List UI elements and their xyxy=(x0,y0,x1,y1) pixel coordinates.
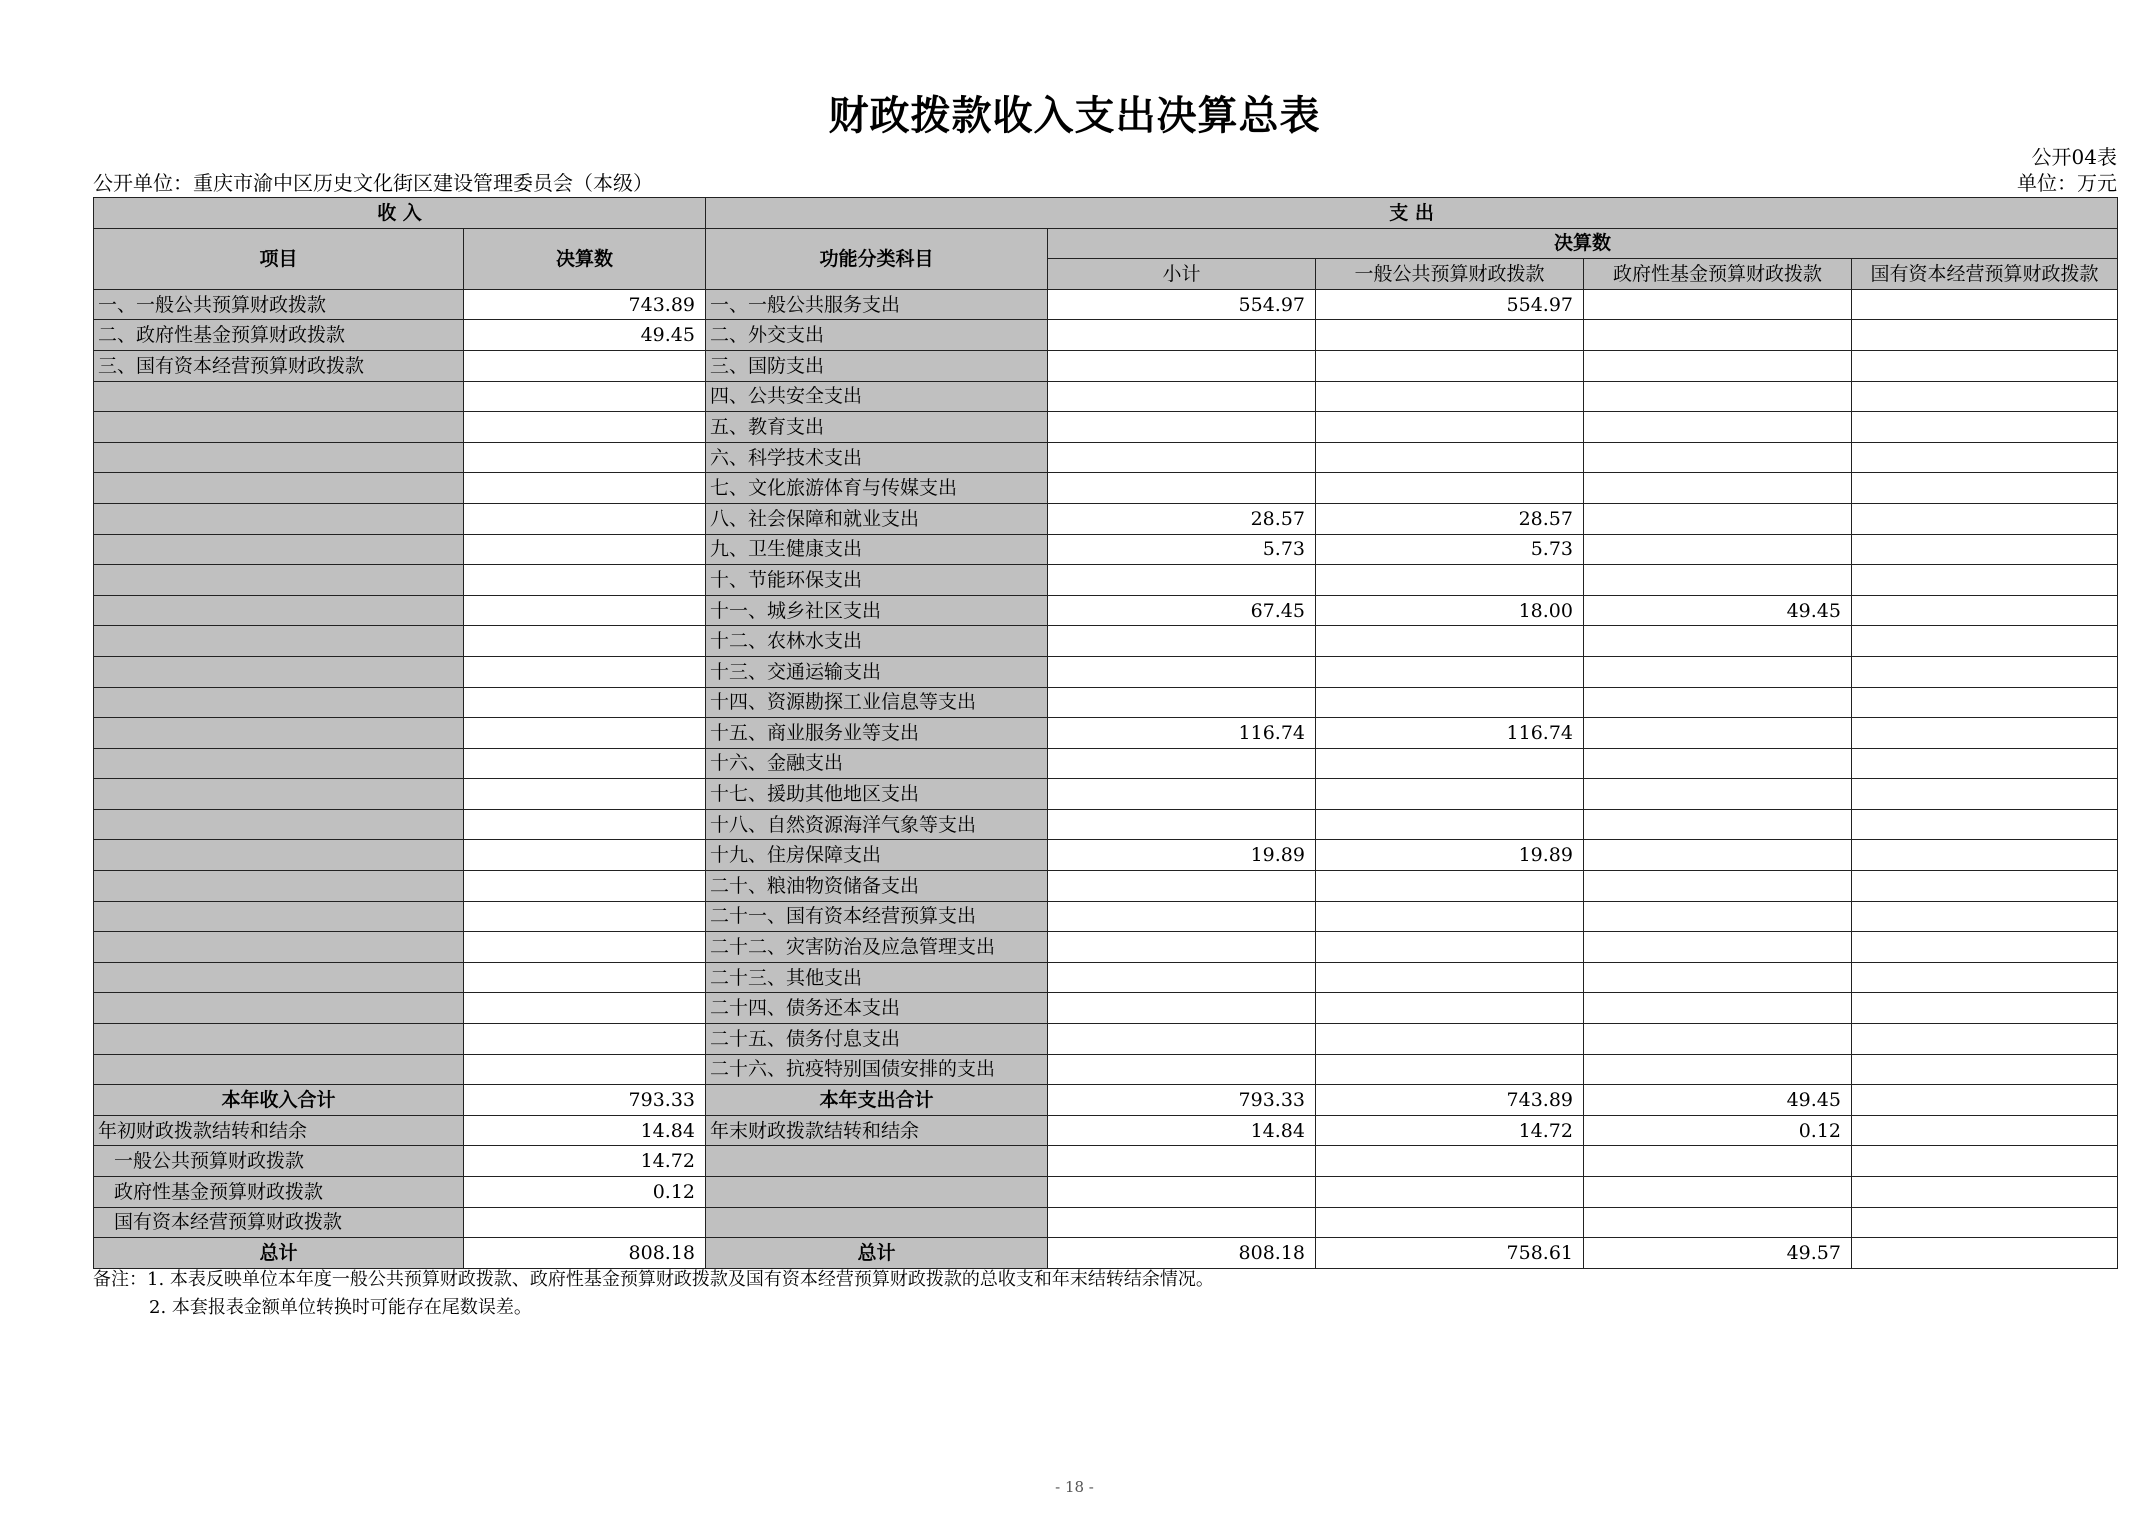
table-row xyxy=(94,901,2118,932)
subtotal-cell xyxy=(1048,932,1316,963)
income-item-cell xyxy=(94,595,464,626)
subtotal-cell: 116.74 xyxy=(1048,718,1316,749)
notes xyxy=(93,1266,1214,1322)
table-row xyxy=(94,503,2118,534)
general-cell xyxy=(1316,442,1584,473)
income-item-cell xyxy=(94,840,464,871)
general-cell: 554.97 xyxy=(1316,289,1584,320)
expense-item-cell: 二十五、债务付息支出 xyxy=(706,1024,1048,1055)
expense-item-cell xyxy=(706,1207,1048,1238)
income-item-cell xyxy=(94,901,464,932)
general-cell xyxy=(1316,1054,1584,1085)
header-row-1 xyxy=(94,198,2118,229)
page-title: 财政拨款收入支出决算总表 xyxy=(828,92,1321,139)
subtotal-cell xyxy=(1048,901,1316,932)
state-capital-cell xyxy=(1852,595,2118,626)
func-class-header: 功能分类科目 xyxy=(706,228,1048,289)
table-row xyxy=(94,840,2118,871)
expense-item-cell: 二十二、灾害防治及应急管理支出 xyxy=(706,932,1048,963)
general-cell xyxy=(1316,473,1584,504)
item-header: 项目 xyxy=(94,228,464,289)
amount-group-header: 决算数 xyxy=(1048,228,2118,259)
expense-item-cell: 十四、资源勘探工业信息等支出 xyxy=(706,687,1048,718)
income-item-cell: 一般公共预算财政拨款 xyxy=(94,1146,464,1177)
income-amount-cell: 14.72 xyxy=(464,1146,706,1177)
expense-item-cell: 年末财政拨款结转和结余 xyxy=(706,1115,1048,1146)
table-row xyxy=(94,748,2118,779)
table-row xyxy=(94,993,2118,1024)
state-capital-cell xyxy=(1852,656,2118,687)
form-number: 公开04表 xyxy=(2031,145,2117,169)
state-capital-cell xyxy=(1852,932,2118,963)
subtotal-cell xyxy=(1048,1054,1316,1085)
general-header: 一般公共预算财政拨款 xyxy=(1316,259,1584,290)
state-capital-cell xyxy=(1852,840,2118,871)
gov-fund-cell: 49.45 xyxy=(1584,1085,1852,1116)
expense-item-cell xyxy=(706,1177,1048,1208)
expense-item-cell: 十三、交通运输支出 xyxy=(706,656,1048,687)
unit-label: 单位：万元 xyxy=(2017,171,2117,195)
state-capital-cell xyxy=(1852,381,2118,412)
gov-fund-cell xyxy=(1584,962,1852,993)
income-amount-cell xyxy=(464,993,706,1024)
expense-item-cell: 二十四、债务还本支出 xyxy=(706,993,1048,1024)
subtotal-cell xyxy=(1048,442,1316,473)
expense-item-cell: 五、教育支出 xyxy=(706,412,1048,443)
income-amount-cell xyxy=(464,718,706,749)
state-capital-cell xyxy=(1852,1177,2118,1208)
income-item-cell: 二、政府性基金预算财政拨款 xyxy=(94,320,464,351)
expense-item-cell: 十八、自然资源海洋气象等支出 xyxy=(706,809,1048,840)
general-cell xyxy=(1316,871,1584,902)
expense-item-cell: 十七、援助其他地区支出 xyxy=(706,779,1048,810)
table-row xyxy=(94,320,2118,351)
income-amount-cell xyxy=(464,565,706,596)
gov-fund-cell xyxy=(1584,289,1852,320)
expense-header: 支 出 xyxy=(706,198,2118,229)
subtotal-cell: 5.73 xyxy=(1048,534,1316,565)
income-grand-total-label: 总计 xyxy=(94,1238,464,1269)
expense-item-cell: 二十、粮油物资储备支出 xyxy=(706,871,1048,902)
subtotal-cell xyxy=(1048,809,1316,840)
income-amount-cell xyxy=(464,932,706,963)
state-capital-cell xyxy=(1852,442,2118,473)
table-row xyxy=(94,442,2118,473)
income-amount-cell xyxy=(464,595,706,626)
state-capital-header: 国有资本经营预算财政拨款 xyxy=(1852,259,2118,290)
general-cell: 743.89 xyxy=(1316,1085,1584,1116)
income-item-cell xyxy=(94,473,464,504)
gov-fund-cell xyxy=(1584,687,1852,718)
subtotal-cell xyxy=(1048,350,1316,381)
state-capital-cell xyxy=(1852,503,2118,534)
gov-fund-cell xyxy=(1584,779,1852,810)
state-capital-cell xyxy=(1852,1115,2118,1146)
expense-item-cell: 一、一般公共服务支出 xyxy=(706,289,1048,320)
income-item-cell xyxy=(94,809,464,840)
gov-fund-cell xyxy=(1584,473,1852,504)
table-row xyxy=(94,1054,2118,1085)
general-cell xyxy=(1316,687,1584,718)
gov-fund-cell: 49.57 xyxy=(1584,1238,1852,1269)
general-cell xyxy=(1316,656,1584,687)
gov-fund-cell xyxy=(1584,748,1852,779)
table-row xyxy=(94,687,2118,718)
state-capital-cell xyxy=(1852,565,2118,596)
table-row xyxy=(94,473,2118,504)
table-row xyxy=(94,1024,2118,1055)
table-row xyxy=(94,718,2118,749)
income-item-cell xyxy=(94,962,464,993)
note-2: 2. 本套报表金额单位转换时可能存在尾数误差。 xyxy=(149,1297,532,1318)
income-item-cell: 政府性基金预算财政拨款 xyxy=(94,1177,464,1208)
table-row xyxy=(94,595,2118,626)
income-amount-cell xyxy=(464,350,706,381)
state-capital-cell xyxy=(1852,289,2118,320)
income-amount-cell xyxy=(464,840,706,871)
state-capital-cell xyxy=(1852,962,2118,993)
income-grand-total-amount: 808.18 xyxy=(464,1238,706,1269)
general-cell xyxy=(1316,1146,1584,1177)
income-amount-cell: 743.89 xyxy=(464,289,706,320)
state-capital-cell xyxy=(1852,412,2118,443)
gov-fund-cell: 0.12 xyxy=(1584,1115,1852,1146)
table-row xyxy=(94,350,2118,381)
income-item-cell xyxy=(94,871,464,902)
gov-fund-cell xyxy=(1584,993,1852,1024)
general-cell xyxy=(1316,993,1584,1024)
subtotal-cell: 67.45 xyxy=(1048,595,1316,626)
income-amount-cell: 0.12 xyxy=(464,1177,706,1208)
subtotal-cell xyxy=(1048,748,1316,779)
gov-fund-cell xyxy=(1584,932,1852,963)
income-amount-cell xyxy=(464,656,706,687)
table-row xyxy=(94,932,2118,963)
income-item-cell xyxy=(94,932,464,963)
gov-fund-cell xyxy=(1584,1024,1852,1055)
income-amount-cell xyxy=(464,809,706,840)
subtotal-cell xyxy=(1048,656,1316,687)
expense-item-cell: 六、科学技术支出 xyxy=(706,442,1048,473)
table-row xyxy=(94,626,2118,657)
subtotal-cell xyxy=(1048,962,1316,993)
income-amount-cell xyxy=(464,412,706,443)
expense-item-cell: 二十一、国有资本经营预算支出 xyxy=(706,901,1048,932)
income-amount-cell xyxy=(464,473,706,504)
expense-item-cell: 二十六、抗疫特别国债安排的支出 xyxy=(706,1054,1048,1085)
expense-item-cell xyxy=(706,1146,1048,1177)
subtotal-cell xyxy=(1048,473,1316,504)
table-row xyxy=(94,412,2118,443)
income-amount-cell xyxy=(464,871,706,902)
general-cell xyxy=(1316,932,1584,963)
expense-item-cell: 七、文化旅游体育与传媒支出 xyxy=(706,473,1048,504)
finance-table xyxy=(93,197,2118,1269)
gov-fund-cell xyxy=(1584,1177,1852,1208)
general-cell xyxy=(1316,1207,1584,1238)
state-capital-cell xyxy=(1852,1054,2118,1085)
income-amount-cell xyxy=(464,962,706,993)
org-name: 重庆市渝中区历史文化街区建设管理委员会（本级） xyxy=(193,171,653,195)
gov-fund-cell xyxy=(1584,320,1852,351)
gov-fund-cell xyxy=(1584,503,1852,534)
subtotal-cell xyxy=(1048,779,1316,810)
expense-total-label: 本年支出合计 xyxy=(706,1085,1048,1116)
gov-fund-cell xyxy=(1584,1146,1852,1177)
income-item-cell xyxy=(94,718,464,749)
general-cell xyxy=(1316,381,1584,412)
income-item-cell xyxy=(94,565,464,596)
subtotal-cell xyxy=(1048,565,1316,596)
income-amount-cell xyxy=(464,748,706,779)
subtotal-cell xyxy=(1048,871,1316,902)
income-amount-cell xyxy=(464,779,706,810)
income-item-cell xyxy=(94,412,464,443)
carry-row xyxy=(94,1146,2118,1177)
subtotal-cell: 808.18 xyxy=(1048,1238,1316,1269)
gov-fund-header: 政府性基金预算财政拨款 xyxy=(1584,259,1852,290)
subtotal-cell xyxy=(1048,1146,1316,1177)
subtotal-header: 小计 xyxy=(1048,259,1316,290)
general-cell xyxy=(1316,350,1584,381)
income-item-cell xyxy=(94,442,464,473)
expense-item-cell: 三、国防支出 xyxy=(706,350,1048,381)
gov-fund-cell xyxy=(1584,656,1852,687)
table-row xyxy=(94,381,2118,412)
carry-row xyxy=(94,1115,2118,1146)
general-cell xyxy=(1316,412,1584,443)
expense-item-cell: 十、节能环保支出 xyxy=(706,565,1048,596)
header-row-2 xyxy=(94,228,2118,259)
income-item-cell xyxy=(94,1024,464,1055)
expense-item-cell: 十九、住房保障支出 xyxy=(706,840,1048,871)
general-cell xyxy=(1316,901,1584,932)
income-item-cell xyxy=(94,993,464,1024)
table-row xyxy=(94,871,2118,902)
note-1: 备注：1. 本表反映单位本年度一般公共预算财政拨款、政府性基金预算财政拨款及国有资本经营预算财政拨款的总收支和年末结转结余情况。 xyxy=(93,1269,1214,1290)
state-capital-cell xyxy=(1852,473,2118,504)
carry-row xyxy=(94,1177,2118,1208)
general-cell: 19.89 xyxy=(1316,840,1584,871)
table-row xyxy=(94,656,2118,687)
general-cell xyxy=(1316,962,1584,993)
expense-item-cell: 四、公共安全支出 xyxy=(706,381,1048,412)
income-item-cell xyxy=(94,503,464,534)
gov-fund-cell xyxy=(1584,1054,1852,1085)
gov-fund-cell xyxy=(1584,840,1852,871)
income-item-cell xyxy=(94,626,464,657)
general-cell xyxy=(1316,320,1584,351)
income-item-cell: 年初财政拨款结转和结余 xyxy=(94,1115,464,1146)
income-item-cell xyxy=(94,748,464,779)
gov-fund-cell xyxy=(1584,350,1852,381)
subtotal-cell xyxy=(1048,993,1316,1024)
state-capital-cell xyxy=(1852,350,2118,381)
gov-fund-cell xyxy=(1584,871,1852,902)
state-capital-cell xyxy=(1852,779,2118,810)
general-cell xyxy=(1316,1177,1584,1208)
table-row xyxy=(94,779,2118,810)
income-amount-cell xyxy=(464,626,706,657)
gov-fund-cell xyxy=(1584,412,1852,443)
state-capital-cell xyxy=(1852,626,2118,657)
income-amount-cell xyxy=(464,687,706,718)
general-cell: 5.73 xyxy=(1316,534,1584,565)
general-cell xyxy=(1316,779,1584,810)
expense-item-cell: 二十三、其他支出 xyxy=(706,962,1048,993)
income-amount-cell xyxy=(464,503,706,534)
income-total-amount: 793.33 xyxy=(464,1085,706,1116)
state-capital-cell xyxy=(1852,687,2118,718)
table-row xyxy=(94,962,2118,993)
general-cell xyxy=(1316,565,1584,596)
general-cell: 116.74 xyxy=(1316,718,1584,749)
general-cell xyxy=(1316,809,1584,840)
state-capital-cell xyxy=(1852,993,2118,1024)
income-amount-cell xyxy=(464,901,706,932)
subtotal-cell xyxy=(1048,1177,1316,1208)
state-capital-cell xyxy=(1852,534,2118,565)
state-capital-cell xyxy=(1852,1207,2118,1238)
org-label: 公开单位： xyxy=(93,171,193,195)
income-amount-cell xyxy=(464,1054,706,1085)
income-item-cell xyxy=(94,534,464,565)
expense-item-cell: 十二、农林水支出 xyxy=(706,626,1048,657)
subtotal-cell: 28.57 xyxy=(1048,503,1316,534)
general-cell xyxy=(1316,1024,1584,1055)
general-cell: 758.61 xyxy=(1316,1238,1584,1269)
income-item-cell: 三、国有资本经营预算财政拨款 xyxy=(94,350,464,381)
gov-fund-cell xyxy=(1584,718,1852,749)
expense-item-cell: 二、外交支出 xyxy=(706,320,1048,351)
expense-grand-total-label: 总计 xyxy=(706,1238,1048,1269)
subtotal-cell xyxy=(1048,626,1316,657)
gov-fund-cell xyxy=(1584,381,1852,412)
carry-row xyxy=(94,1207,2118,1238)
state-capital-cell xyxy=(1852,901,2118,932)
subtotal-cell: 793.33 xyxy=(1048,1085,1316,1116)
subtotal-cell: 19.89 xyxy=(1048,840,1316,871)
income-amount-cell xyxy=(464,381,706,412)
subtotal-cell xyxy=(1048,1024,1316,1055)
income-item-cell xyxy=(94,656,464,687)
income-total-label: 本年收入合计 xyxy=(94,1085,464,1116)
gov-fund-cell xyxy=(1584,809,1852,840)
state-capital-cell xyxy=(1852,809,2118,840)
income-item-cell xyxy=(94,779,464,810)
state-capital-cell xyxy=(1852,718,2118,749)
state-capital-cell xyxy=(1852,320,2118,351)
org-unit-line xyxy=(93,167,2117,195)
income-amount-cell xyxy=(464,442,706,473)
income-item-cell xyxy=(94,1054,464,1085)
table-row xyxy=(94,809,2118,840)
year-total-row xyxy=(94,1085,2118,1116)
expense-item-cell: 九、卫生健康支出 xyxy=(706,534,1048,565)
income-amount-cell: 49.45 xyxy=(464,320,706,351)
org-info xyxy=(93,167,653,196)
subtotal-cell: 14.84 xyxy=(1048,1115,1316,1146)
general-cell xyxy=(1316,626,1584,657)
income-amount-cell: 14.84 xyxy=(464,1115,706,1146)
state-capital-cell xyxy=(1852,1024,2118,1055)
subtotal-cell xyxy=(1048,320,1316,351)
state-capital-cell xyxy=(1852,748,2118,779)
general-cell: 14.72 xyxy=(1316,1115,1584,1146)
income-item-cell xyxy=(94,381,464,412)
state-capital-cell xyxy=(1852,1238,2118,1269)
state-capital-cell xyxy=(1852,871,2118,902)
subtotal-cell xyxy=(1048,1207,1316,1238)
gov-fund-cell xyxy=(1584,565,1852,596)
gov-fund-cell: 49.45 xyxy=(1584,595,1852,626)
amount-header: 决算数 xyxy=(464,228,706,289)
gov-fund-cell xyxy=(1584,442,1852,473)
gov-fund-cell xyxy=(1584,901,1852,932)
income-amount-cell xyxy=(464,534,706,565)
gov-fund-cell xyxy=(1584,626,1852,657)
expense-item-cell: 十五、商业服务业等支出 xyxy=(706,718,1048,749)
income-header: 收 入 xyxy=(94,198,706,229)
expense-item-cell: 八、社会保障和就业支出 xyxy=(706,503,1048,534)
income-item-cell xyxy=(94,687,464,718)
table-row xyxy=(94,534,2118,565)
state-capital-cell xyxy=(1852,1085,2118,1116)
table-row xyxy=(94,289,2118,320)
income-item-cell: 国有资本经营预算财政拨款 xyxy=(94,1207,464,1238)
gov-fund-cell xyxy=(1584,1207,1852,1238)
income-amount-cell xyxy=(464,1207,706,1238)
table-row xyxy=(94,565,2118,596)
general-cell: 28.57 xyxy=(1316,503,1584,534)
gov-fund-cell xyxy=(1584,534,1852,565)
income-item-cell: 一、一般公共预算财政拨款 xyxy=(94,289,464,320)
state-capital-cell xyxy=(1852,1146,2118,1177)
income-amount-cell xyxy=(464,1024,706,1055)
page-number: - 18 - xyxy=(1055,1478,1094,1496)
subtotal-cell: 554.97 xyxy=(1048,289,1316,320)
general-cell xyxy=(1316,748,1584,779)
expense-item-cell: 十六、金融支出 xyxy=(706,748,1048,779)
expense-item-cell: 十一、城乡社区支出 xyxy=(706,595,1048,626)
subtotal-cell xyxy=(1048,381,1316,412)
subtotal-cell xyxy=(1048,412,1316,443)
subtotal-cell xyxy=(1048,687,1316,718)
grand-total-row xyxy=(94,1238,2118,1269)
general-cell: 18.00 xyxy=(1316,595,1584,626)
